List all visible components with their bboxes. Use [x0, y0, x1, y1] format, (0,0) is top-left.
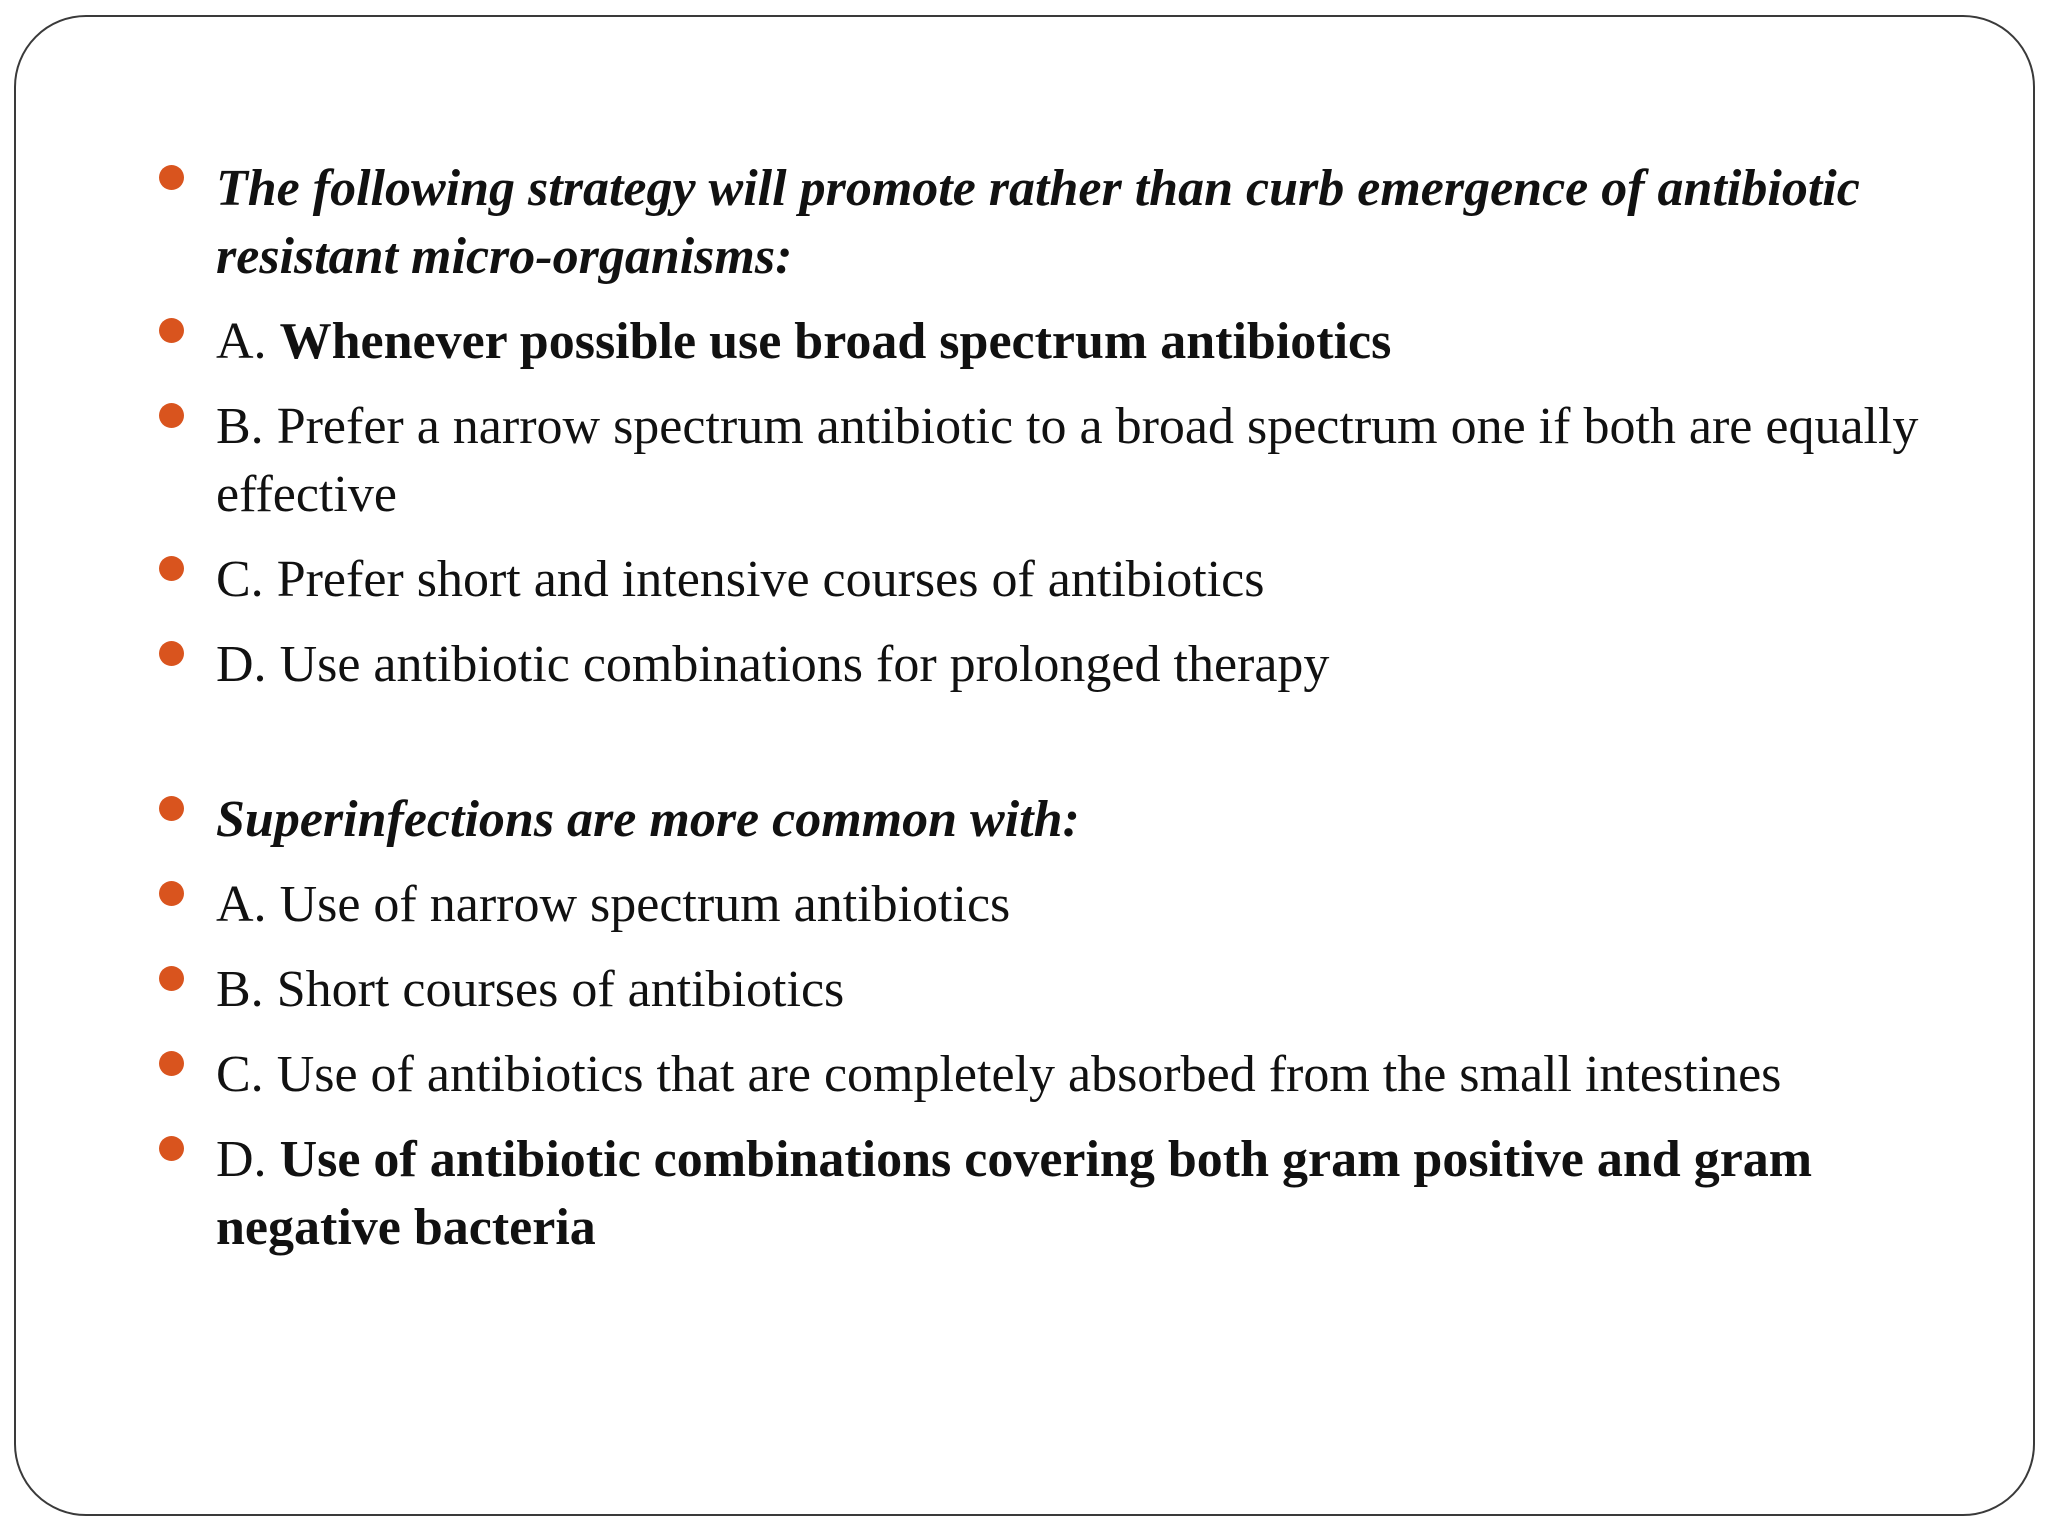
bullet-dot-icon — [159, 881, 184, 906]
bullet-dot-icon — [159, 556, 184, 581]
slide-content — [156, 155, 1956, 1279]
slide-frame — [14, 15, 2035, 1516]
bullet-dot-icon — [159, 318, 184, 343]
option-prefix: A. — [216, 876, 280, 933]
bullet-dot-icon — [159, 165, 184, 190]
option-prefix: C. — [216, 1046, 277, 1103]
bullet-dot-icon — [159, 796, 184, 821]
option-text: Use of antibiotic combinations covering both gram positive and gram negative bacteria — [216, 1131, 1813, 1256]
option-prefix: B. — [216, 961, 277, 1018]
option-text: Use antibiotic combinations for prolonged therapy — [279, 636, 1330, 693]
bullet-dot-icon — [159, 1136, 184, 1161]
section-spacer — [156, 716, 1956, 786]
bullet-dot-icon — [159, 641, 184, 666]
option-text: Prefer a narrow spectrum antibiotic to a broad spectrum one if both are equally effective — [216, 398, 1919, 523]
question-2-option-b — [156, 956, 1956, 1024]
option-text: Use of narrow spectrum antibiotics — [279, 876, 1011, 933]
question-1-option-c — [156, 546, 1956, 614]
question-2-option-c — [156, 1041, 1956, 1109]
question-2-stem-item — [156, 786, 1956, 854]
question-1-stem: The following strategy will promote rather than curb emergence of antibiotic resistant micro-organisms: — [216, 160, 1860, 285]
option-prefix: C. — [216, 551, 277, 608]
question-2-stem: Superinfections are more common with: — [216, 791, 1080, 848]
option-prefix: D. — [216, 1131, 280, 1188]
option-prefix: D. — [216, 636, 280, 693]
option-text: Prefer short and intensive courses of antibiotics — [276, 551, 1265, 608]
question-1-option-a — [156, 308, 1956, 376]
question-1-option-d — [156, 631, 1956, 699]
option-text: Use of antibiotics that are completely absorbed from the small intestines — [276, 1046, 1782, 1103]
option-text: Whenever possible use broad spectrum antibiotics — [279, 313, 1392, 370]
option-text: Short courses of antibiotics — [276, 961, 845, 1018]
question-1-stem-item — [156, 155, 1956, 291]
question-2-option-d — [156, 1126, 1956, 1262]
bullet-dot-icon — [159, 966, 184, 991]
bullet-dot-icon — [159, 1051, 184, 1076]
option-prefix: A. — [216, 313, 280, 370]
question-2-option-a — [156, 871, 1956, 939]
option-prefix: B. — [216, 398, 277, 455]
bullet-dot-icon — [159, 403, 184, 428]
question-1-option-b — [156, 393, 1956, 529]
